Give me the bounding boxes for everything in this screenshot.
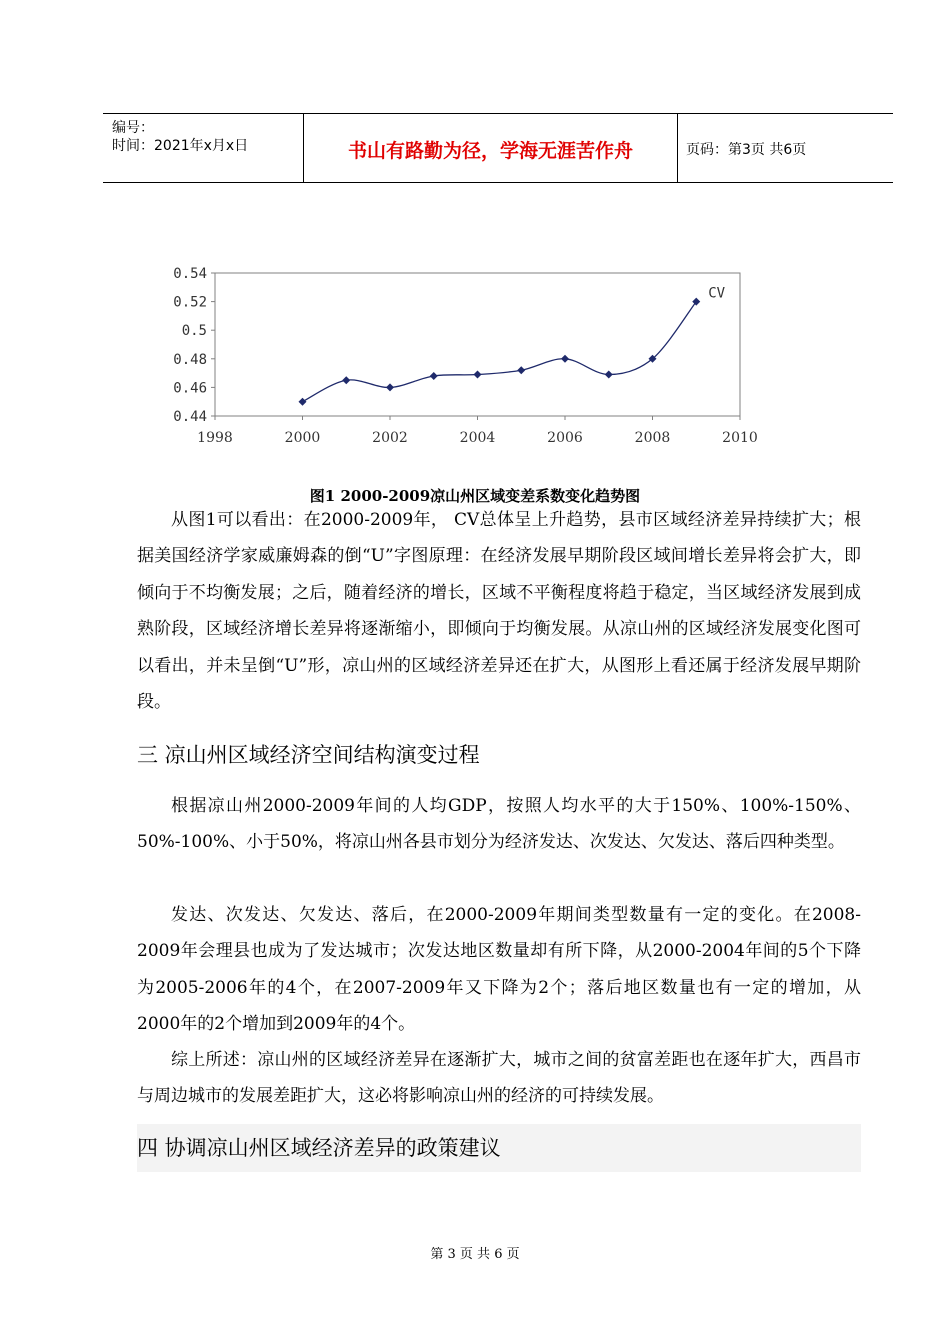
paragraph-analysis: 从图1可以看出：在2000-2009年， CV总体呈上升趋势，县市区域经济差异持续扩大；根据美国经济学家威廉姆森的倒“U”字图原理：在经济发展早期阶段区域间增长差异将会扩大，即倾向于不均衡发展；之后，随着经济的增长，区域不平衡程度将趋于稳定，当区域经济发展到成熟阶段，区域经济增长差异将逐渐缩小，即倾向于均衡发展。从凉山州的区域经济发展变化图可以看出，并未呈倒“U”形，凉山州的区域经济差异还在扩大，从图形上看还属于经济发展早期阶段。 (137, 510, 861, 713)
header-left-cell (103, 114, 304, 182)
page-footer: 第 3 页 共 6 页 (430, 1247, 520, 1262)
header-page-code: 页码：第3页 共6页 (686, 142, 807, 158)
x-tick-label: 2002 (372, 430, 408, 446)
x-tick-label: 2010 (722, 430, 758, 446)
x-tick-label: 2000 (284, 430, 321, 446)
data-point-marker (299, 398, 307, 406)
figure-caption: 图1 2000-2009凉山州区域变差系数变化趋势图 (309, 487, 641, 505)
document-number-label: 编号： (112, 120, 154, 136)
data-point-marker (517, 366, 525, 374)
plot-area-frame (215, 273, 740, 416)
section-heading-4: 四 协调凉山州区域经济差异的政策建议 (137, 1124, 861, 1172)
x-tick-label: 1998 (197, 430, 233, 446)
y-tick-label: 0.5 (181, 323, 207, 340)
y-tick-label: 0.48 (173, 351, 207, 368)
document-date: 时间：2021年x月x日 (112, 138, 249, 154)
cv-trend-chart (150, 258, 770, 458)
header-motto-cell (304, 114, 678, 182)
header-page-cell (678, 114, 893, 182)
paragraph-type-changes: 发达、次发达、欠发达、落后，在2000-2009年期间类型数量有一定的变化。在2008-2009年会理县也成为了发达城市；次发达地区数量却有所下降，从2000-2004年间的5个下降为2005-2006年的4个，在2007-2009年又下降为2个；落后地区数量也有一定的增加，从2000年的2个增加到2009年的4个。 (137, 905, 861, 1035)
data-point-marker (561, 355, 569, 363)
y-tick-label: 0.54 (173, 266, 207, 282)
y-tick-label: 0.52 (173, 294, 207, 311)
x-tick-label: 2008 (634, 430, 671, 446)
y-tick-label: 0.44 (173, 409, 207, 425)
x-tick-label: 2004 (459, 430, 496, 446)
paragraph-summary: 综上所述：凉山州的区域经济差异在逐渐扩大，城市之间的贫富差距也在逐年扩大，西昌市与周边城市的发展差距扩大，这必将影响凉山州的经济的可持续发展。 (137, 1050, 861, 1107)
chart-svg (150, 258, 770, 458)
section-heading-3: 三 凉山州区域经济空间结构演变过程 (137, 743, 480, 767)
data-point-marker (430, 372, 438, 380)
header-motto: 书山有路勤为径，学海无涯苦作舟 (347, 140, 633, 162)
series-label: CV (708, 285, 726, 302)
y-tick-label: 0.46 (173, 380, 207, 397)
paragraph-classification: 根据凉山州2000-2009年间的人均GDP，按照人均水平的大于150%、100%-150%、50%-100%、小于50%，将凉山州各县市划分为经济发达、次发达、欠发达、落后四种类型。 (137, 796, 861, 853)
data-point-marker (474, 371, 482, 379)
series-line-cv (303, 302, 697, 402)
data-point-marker (342, 376, 350, 384)
page-header (103, 113, 893, 183)
data-point-marker (386, 383, 394, 391)
data-point-marker (605, 371, 613, 379)
x-tick-label: 2006 (547, 430, 583, 446)
